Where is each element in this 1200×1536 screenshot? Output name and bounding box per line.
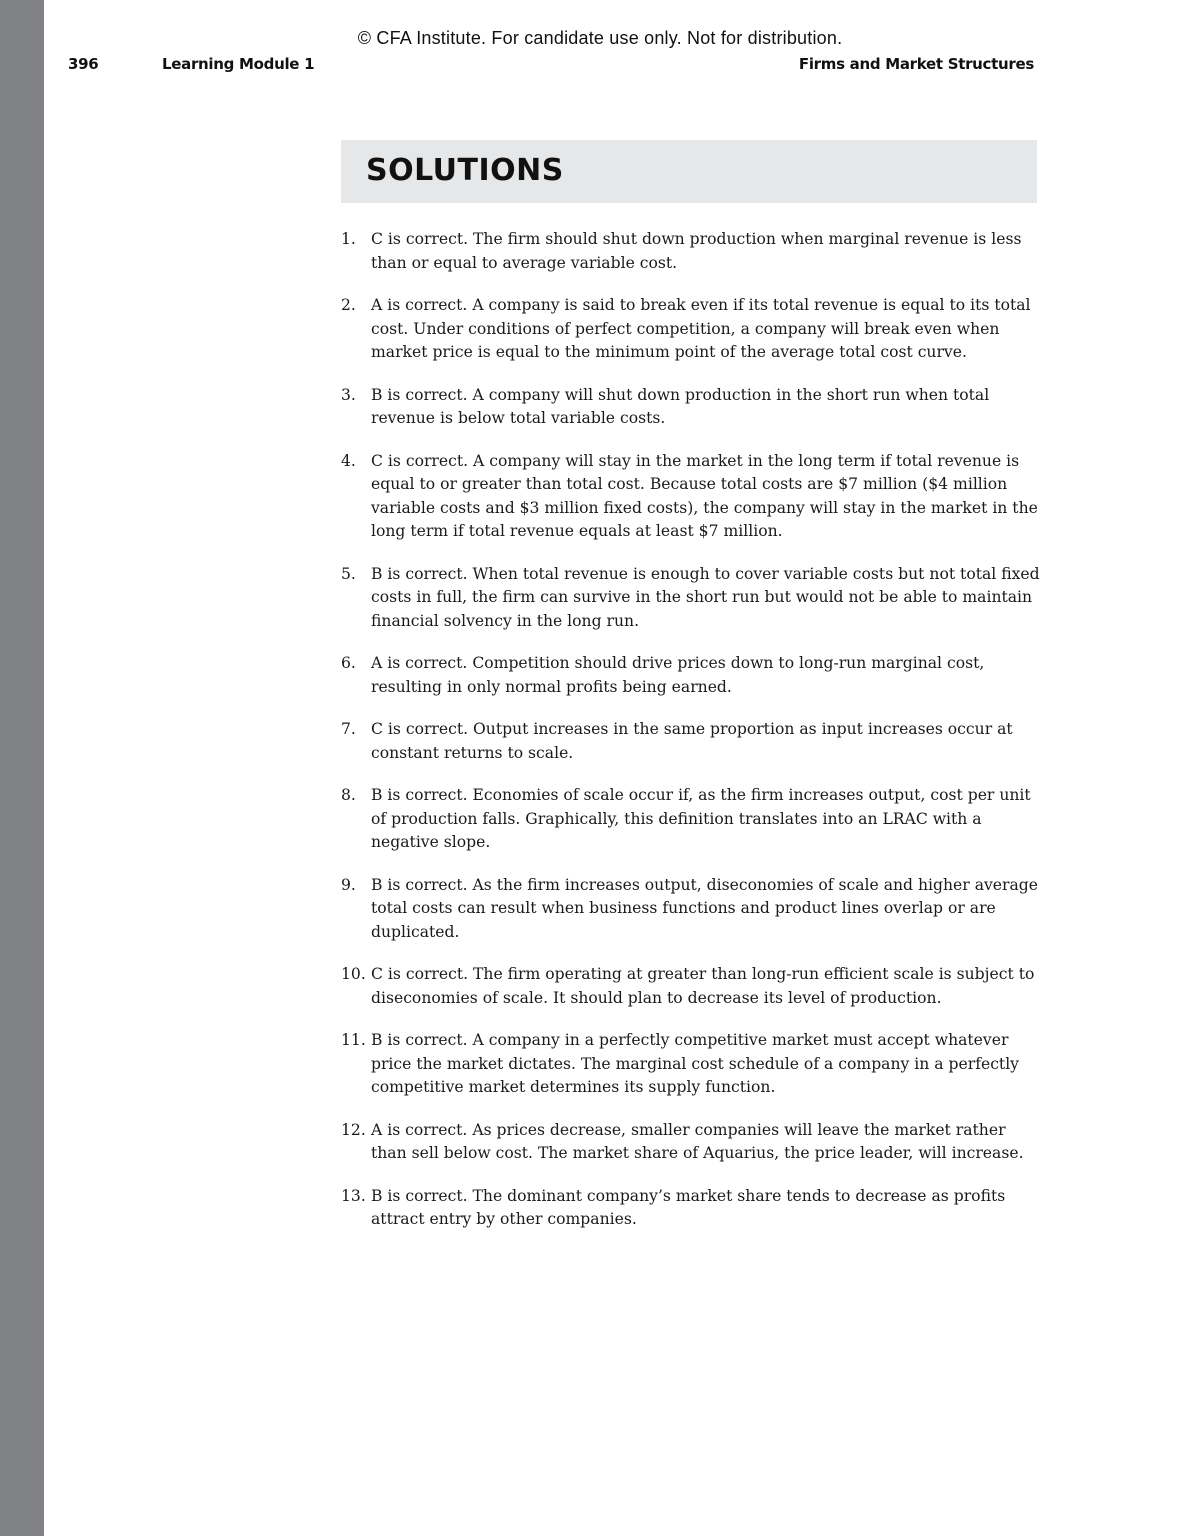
solution-item-10 — [341, 963, 1041, 1010]
solution-number: 7. — [341, 720, 356, 738]
solution-text: A is correct. Competition should drive prices down to long-run marginal cost, resulting in only normal profits being earned. — [371, 654, 985, 696]
solution-text: A is correct. A company is said to break even if its total revenue is equal to its total cost. Under conditions of perfect competition, a company will break even when market price is equal to the minimum point of the average total cost curve. — [371, 296, 1031, 361]
solution-item-8 — [341, 784, 1041, 855]
solution-number: 11. — [341, 1031, 366, 1049]
section-title: Firms and Market Structures — [798, 55, 1034, 73]
solution-text: B is correct. When total revenue is enough to cover variable costs but not total fixed costs in full, the firm can survive in the short run but would not be able to maintain financial solvency in the long run. — [371, 564, 1040, 630]
solution-text: C is correct. The firm operating at greater than long-run efficient scale is subject to diseconomies of scale. It should plan to decrease its level of production. — [371, 965, 1035, 1007]
solutions-banner — [341, 140, 1037, 203]
solution-text: A is correct. As prices decrease, smaller companies will leave the market rather than sell below cost. The market share of Aquarius, the price leader, will increase. — [371, 1120, 1024, 1162]
solution-item-11 — [341, 1029, 1041, 1100]
solution-text: B is correct. A company in a perfectly competitive market must accept whatever price the market dictates. The marginal cost schedule of a company in a perfectly competitive market determines its supply function. — [371, 1031, 1019, 1096]
solution-text: B is correct. The dominant company’s market share tends to decrease as profits attract entry by other companies. — [371, 1186, 1006, 1228]
solution-item-2 — [341, 294, 1041, 365]
solutions-list — [341, 228, 1041, 1251]
solution-item-1 — [341, 228, 1041, 275]
module-label: Learning Module 1 — [162, 55, 315, 73]
solutions-heading: SOLUTIONS — [366, 153, 564, 188]
solution-item-9 — [341, 874, 1041, 945]
solution-number: 1. — [341, 230, 356, 248]
solution-item-3 — [341, 384, 1041, 431]
solution-item-6 — [341, 652, 1041, 699]
solution-number: 10. — [341, 965, 366, 983]
solution-item-12 — [341, 1119, 1041, 1166]
solution-number: 8. — [341, 786, 356, 804]
page-number: 396 — [68, 55, 99, 73]
solution-number: 12. — [341, 1120, 366, 1139]
solution-number: 2. — [341, 296, 356, 314]
solution-number: 9. — [341, 875, 356, 894]
solution-item-5 — [341, 563, 1041, 634]
copyright-notice: © CFA Institute. For candidate use only. Not for distribution. — [357, 28, 843, 48]
solution-text: C is correct. Output increases in the same proportion as input increases occur at constant returns to scale. — [371, 720, 1013, 762]
solution-number: 6. — [341, 654, 356, 672]
solution-item-4 — [341, 450, 1041, 544]
solution-number: 4. — [341, 451, 356, 470]
solution-text: C is correct. A company will stay in the market in the long term if total revenue is equal to or greater than total cost. Because total costs are $7 million ($4 million variable costs and $3 million fixed costs), the company will stay in the market in the long term if total revenue equals at least $7 million. — [371, 451, 1038, 540]
page-edge-bar — [0, 0, 44, 1536]
solution-text: B is correct. Economies of scale occur if, as the firm increases output, cost per unit of production falls. Graphically, this definition translates into an LRAC with a negative slope. — [371, 786, 1031, 851]
solution-text: C is correct. The firm should shut down production when marginal revenue is less than or equal to average variable cost. — [371, 230, 1022, 272]
solution-item-13 — [341, 1185, 1041, 1232]
solution-number: 5. — [341, 564, 356, 583]
solution-number: 13. — [341, 1186, 366, 1205]
solution-text: B is correct. A company will shut down production in the short run when total revenue is below total variable costs. — [371, 385, 990, 427]
solution-text: B is correct. As the firm increases output, diseconomies of scale and higher average total costs can result when business functions and product lines overlap or are duplicated. — [371, 875, 1038, 941]
solution-number: 3. — [341, 385, 356, 404]
solution-item-7 — [341, 718, 1041, 765]
